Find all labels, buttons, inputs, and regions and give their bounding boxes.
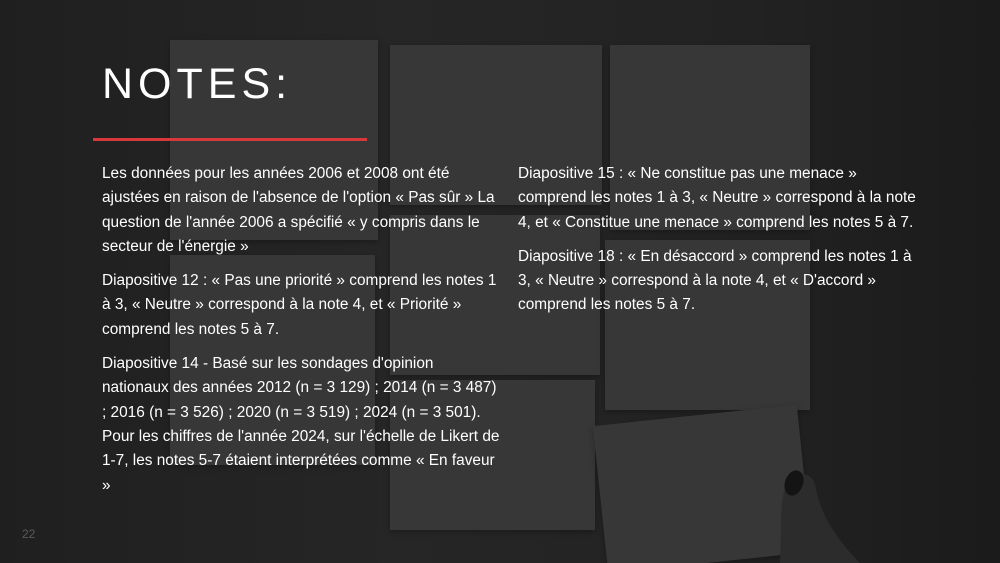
note-paragraph: Les données pour les années 2006 et 2008 ont été ajustées en raison de l'absence de l'option « Pas sûr » La question de l'année 2006 a spécifié « y compris dans le secteur de l'énergie » xyxy=(102,165,495,255)
note-paragraph: Diapositive 15 : « Ne constitue pas une menace » comprend les notes 1 à 3, « Neutre » correspond à la note 4, et « Constitue une menace » comprend les notes 5 à 7. xyxy=(518,165,916,231)
title-underline xyxy=(93,138,367,141)
note-paragraph: Diapositive 12 : « Pas une priorité » comprend les notes 1 à 3, « Neutre » correspond à la note 4, et « Priorité » comprend les notes 5 à 7. xyxy=(102,272,497,338)
note-paragraph: Diapositive 18 : « En désaccord » comprend les notes 1 à 3, « Neutre » correspond à la note 4, et « D'accord » comprend les notes 5 à 7. xyxy=(518,247,912,314)
page-number: 22 xyxy=(22,527,36,541)
left-notes-column xyxy=(102,162,502,508)
note-paragraph: Diapositive 14 - Basé sur les sondages d'opinion nationaux des années 2012 (n = 3 129) ; 2014 (n = 3 487) ; 2016 (n = 3 526) ; 2020 (n = 3 519) ; 2024 (n = 3 501). Pour les chiffres de l'année 2024, sur l'échelle de Likert de 1-7, les notes 5-7 étaient interprétées comme « En faveur » xyxy=(102,355,500,494)
slide-title: NOTES: xyxy=(102,60,293,108)
right-notes-column xyxy=(518,162,918,328)
